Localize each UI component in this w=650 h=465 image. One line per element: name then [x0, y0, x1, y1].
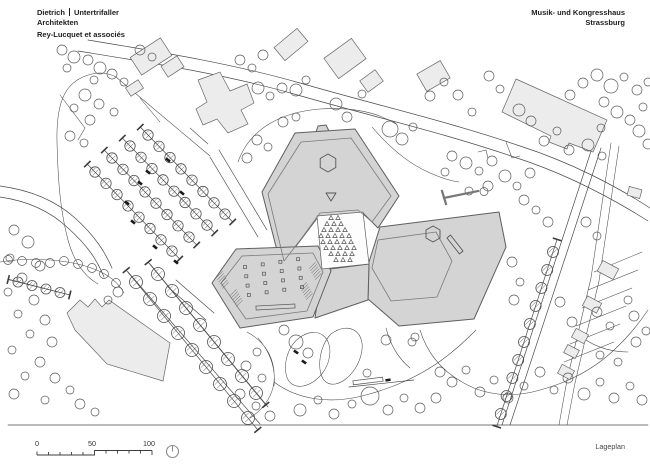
tree-icon — [596, 378, 604, 386]
tree-icon — [484, 71, 494, 81]
tree-icon — [637, 395, 647, 405]
tree-row-lane — [497, 239, 557, 426]
scale-label-0: 0 — [35, 439, 39, 448]
stepped-plaza-strip — [317, 212, 369, 269]
tree-icon — [330, 98, 342, 110]
tree-icon — [642, 327, 650, 335]
tree-icon — [294, 404, 306, 416]
tree-icon — [8, 346, 16, 354]
tree-icon — [629, 311, 639, 321]
tree-icon — [4, 256, 13, 265]
tree-icon — [532, 206, 540, 214]
tree-icon — [609, 393, 619, 403]
tree-icon — [302, 76, 310, 84]
tree-icon — [70, 104, 78, 112]
tree-icon — [460, 157, 472, 169]
tree-icon — [252, 82, 264, 94]
tree-icon — [606, 322, 614, 330]
car-icon — [152, 244, 158, 249]
tree-icon — [361, 387, 379, 405]
scale-label-100: 100 — [143, 439, 155, 448]
firm-name-divider — [69, 8, 70, 16]
tree-icon — [47, 337, 57, 347]
car-icon — [145, 169, 151, 174]
tree-icon — [90, 76, 98, 84]
car-icon — [179, 190, 185, 195]
tree-icon — [314, 396, 322, 404]
tree-icon — [91, 408, 99, 416]
tree-icon — [581, 217, 591, 227]
tree-icon — [632, 85, 642, 95]
tree-icon — [400, 394, 408, 402]
tree-icon — [29, 295, 39, 305]
parking-street — [210, 150, 267, 237]
context-building — [627, 186, 642, 198]
tree-icon — [65, 131, 75, 141]
tree-icon — [21, 372, 29, 380]
tree-icon — [496, 85, 504, 93]
tree-icon — [258, 374, 266, 382]
tree-icon — [94, 99, 104, 109]
tree-icon — [9, 225, 19, 235]
right-street — [502, 145, 601, 425]
tree-icon — [516, 278, 524, 286]
tree-icon — [113, 287, 123, 297]
tree-icon — [94, 62, 106, 74]
tree-icon — [519, 195, 529, 205]
tree-icon — [75, 399, 85, 409]
tree-icon — [235, 389, 245, 399]
project-location: Strassburg — [585, 17, 625, 27]
tree-icon — [462, 366, 470, 374]
park-paths — [247, 310, 648, 418]
tree-icon — [277, 83, 287, 93]
tree-icon — [507, 257, 517, 267]
north-arrow-icon — [167, 446, 179, 458]
tree-icon — [235, 55, 245, 65]
tree-icon — [358, 90, 366, 98]
tree-icon — [35, 357, 45, 367]
tree-icon — [264, 143, 272, 151]
tree-icon — [631, 337, 641, 347]
tree-icon — [14, 310, 22, 318]
tree-icon — [265, 411, 275, 421]
house — [557, 364, 574, 379]
tree-icon — [279, 325, 289, 335]
house — [597, 260, 619, 279]
tree-icon — [611, 106, 623, 118]
tree-icon — [289, 335, 303, 349]
tree-icon — [85, 115, 95, 125]
firm-subtitle: Architekten — [37, 17, 79, 27]
car-icon — [301, 359, 307, 364]
house — [571, 328, 588, 343]
left-road — [0, 186, 112, 277]
context-building — [360, 70, 384, 92]
partner-firm: Rey-Lucquet et associés — [37, 30, 125, 39]
tree-icon — [63, 64, 71, 72]
central-complex — [212, 125, 506, 328]
tree-icon — [490, 376, 498, 384]
tree-icon — [252, 402, 260, 410]
tree-icon — [525, 168, 535, 178]
tree-icon — [18, 257, 27, 266]
tree-icon — [644, 78, 650, 86]
tree-icon — [539, 136, 549, 146]
tree-icon — [292, 113, 300, 121]
tree-icon — [624, 296, 632, 304]
context-building — [274, 28, 308, 60]
tree-icon — [599, 97, 609, 107]
tree-icon — [396, 133, 408, 145]
tree-icon — [543, 217, 553, 227]
tree-icon — [468, 108, 476, 116]
scale-label-50: 50 — [88, 439, 96, 448]
project-name: Musik- und Kongresshaus — [531, 8, 625, 17]
tree-icon — [435, 367, 445, 377]
tree-icon — [639, 103, 647, 111]
tree-icon — [252, 135, 262, 145]
tree-icon — [564, 145, 574, 155]
tree-icon — [578, 388, 590, 400]
tram-stop-icon — [442, 191, 478, 204]
tree-icon — [633, 125, 645, 137]
zigzag-building — [67, 299, 170, 381]
tree-icon — [447, 377, 457, 387]
tree-icon — [620, 73, 628, 81]
tree-icon — [348, 400, 356, 408]
context-building — [417, 61, 450, 92]
tree-icon — [604, 79, 618, 93]
tree-icon — [9, 389, 19, 399]
tree-icon — [26, 330, 34, 338]
tree-icon — [381, 335, 391, 345]
property-lines — [0, 95, 208, 295]
tree-icon — [499, 170, 511, 182]
tree-icon — [596, 351, 604, 359]
tree-icon — [535, 367, 545, 377]
tree-icon — [441, 168, 449, 176]
tree-icon — [555, 297, 565, 307]
tree-icon — [513, 182, 521, 190]
tree-icon — [598, 152, 606, 160]
tree-icon — [382, 121, 398, 137]
tree-icon — [591, 69, 603, 81]
minor-paths — [372, 127, 520, 182]
tree-icon — [447, 151, 457, 161]
tree-icon — [50, 373, 60, 383]
tree-icon — [80, 139, 88, 147]
tree-icon — [258, 50, 268, 60]
tree-icon — [425, 91, 435, 101]
tree-icon — [303, 348, 313, 358]
tree-icon — [567, 317, 577, 327]
tree-icon — [22, 236, 34, 248]
car-icon — [293, 349, 299, 354]
house — [564, 344, 580, 358]
firm-name-part1: Dietrich — [37, 8, 65, 17]
tree-icon — [483, 181, 493, 191]
tree-icon — [614, 358, 622, 366]
tree-icon — [290, 84, 302, 96]
architect-title-block — [37, 8, 125, 40]
context-building — [324, 38, 366, 78]
tree-icon — [626, 382, 634, 390]
tree-icon — [278, 117, 288, 127]
tree-icon — [35, 261, 45, 271]
drawing-type-label: Lageplan — [595, 442, 625, 451]
firm-name-part2: Untertrifaller — [73, 8, 119, 17]
tree-icon — [415, 403, 425, 413]
tree-icon — [475, 167, 483, 175]
tree-icon — [40, 315, 50, 325]
tree-icon — [453, 90, 463, 100]
east-hexagon-hall — [368, 212, 506, 326]
tree-icon — [342, 112, 352, 122]
tree-icon — [66, 386, 74, 394]
tree-icon — [57, 45, 67, 55]
tree-icon — [120, 78, 128, 86]
tree-icon — [431, 393, 441, 403]
tree-icon — [363, 369, 371, 377]
tree-icon — [83, 55, 93, 65]
tree-icon — [643, 139, 650, 149]
tree-icon — [41, 396, 49, 404]
path-loops — [285, 328, 362, 386]
tree-icon — [266, 92, 274, 100]
tree-icon — [565, 90, 575, 100]
tree-icon — [110, 108, 118, 116]
tree-icon — [112, 279, 121, 288]
tree-icon — [383, 405, 393, 415]
firm-name-line — [37, 8, 125, 18]
tree-icon — [509, 295, 519, 305]
tree-icon — [79, 89, 91, 101]
tree-icon — [4, 288, 12, 296]
tree-icon — [475, 387, 485, 397]
tree-icon — [578, 78, 588, 88]
large-right-building — [502, 79, 607, 152]
tree-icon — [487, 156, 497, 166]
tree-icon — [68, 51, 80, 63]
tree-icon — [625, 115, 635, 125]
car-icon — [385, 378, 391, 381]
project-title-block — [531, 8, 625, 27]
tree-icon — [550, 386, 558, 394]
tree-icon — [253, 348, 261, 356]
scale-bar — [35, 439, 155, 455]
scale-bar-line — [37, 451, 152, 456]
tree-icon — [329, 409, 339, 419]
tree-icon — [242, 153, 252, 163]
